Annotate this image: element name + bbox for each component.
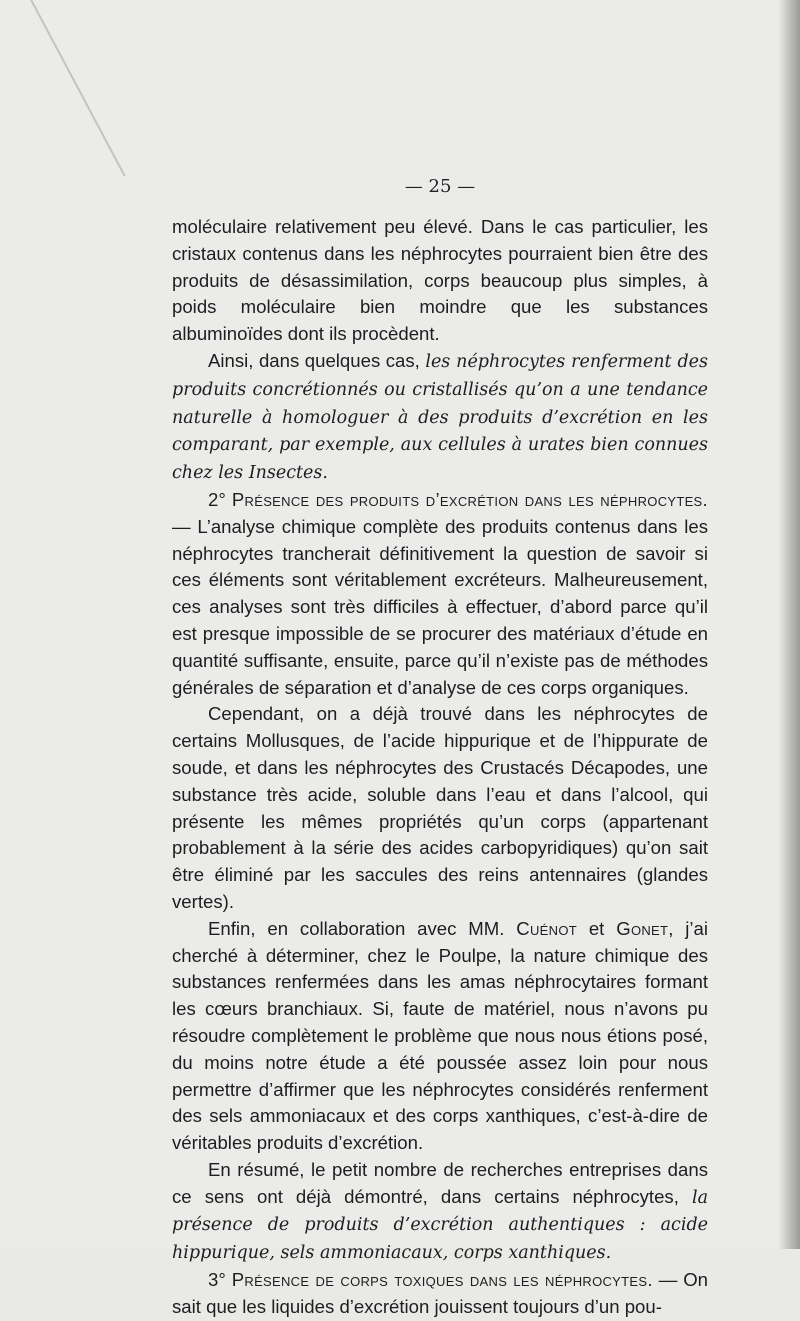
author-name-cuenot: Cuénot (516, 917, 577, 939)
paragraph-ainsi: Ainsi, dans quelques cas, les néphrocytes renferment des produits concrétionnés ou cristallisés qu’on a une tendance naturelle à homologuer à des produits d’excrétion en les comparant, par exemple, aux cellules à urates bien connues chez les Insectes. (172, 349, 708, 484)
section-3-heading: Présence de corps toxiques dans les néphrocytes. (231, 1269, 653, 1291)
paragraph-resume: En résumé, le petit nombre de recherches entreprises dans ce sens ont déjà démontré, dans certains néphrocytes, la présence de produits d’excrétion authentiques : acide hippurique, sels ammoniacaux, corps xanthiques. (172, 1158, 708, 1264)
paragraph-enfin: Enfin, en collaboration avec MM. Cuénot et Gonet, j’ai cherché à déterminer, chez le Poulpe, la nature chimique des substances renfermées dans les amas néphrocytaires formant les cœurs branchiaux. Si, faute de matériel, nous n’avons pu résoudre complètement le problème que nous nous étions posé, du moins notre étude a été poussée assez loin pour nous permettre d’affirmer que les néphrocytes considérés renferment des sels ammoniacaux et des corps xanthiques, c’est-à-dire de véritables produits d’excrétion. (172, 917, 708, 1154)
italic-summary: la présence de produits d’excrétion authentiques : acide hippurique, sels ammoniacaux, corps xanthiques. (172, 1187, 708, 1264)
paragraph-continuation: moléculaire relativement peu élevé. Dans le cas particulier, les cristaux contenus dans les néphrocytes pourraient bien être des produits de désassimilation, corps beaucoup plus simples, à poids moléculaire bien moindre que les substances albuminoïdes dont ils procèdent. (172, 216, 708, 345)
section-3: 3° Présence de corps toxiques dans les néphrocytes. — On sait que les liquides d’excrétion jouissent toujours d’un pou- (172, 1269, 708, 1317)
section-2-heading: Présence des produits d’excrétion dans les néphrocytes. (231, 488, 708, 510)
page-fold-mark (30, 0, 126, 177)
page-number: — 25 — (404, 176, 476, 197)
body-text (172, 214, 708, 1321)
author-name-gonet: Gonet (616, 917, 669, 939)
section-2: 2° Présence des produits d’excrétion dans les néphrocytes. — L’analyse chimique complète des produits contenus dans les néphrocytes trancherait définitivement la question de savoir si ces éléments sont véritablement excréteurs. Malheureusement, ces analyses sont très difficiles à effectuer, d’abord parce qu’il est presque impossible de se procurer des matériaux d’étude en quantité suffisante, ensuite, parce qu’il n’existe pas de méthodes générales de séparation et d’analyse de ces corps organiques. (172, 488, 708, 698)
paragraph-cependant: Cependant, on a déjà trouvé dans les néphrocytes de certains Mollusques, de l’acide hippurique et de l’hippurate de soude, et dans les néphrocytes des Crustacés Décapodes, une substance très acide, soluble dans l’eau et dans l’alcool, qui présente les mêmes propriétés qu’un corps (appartenant probablement à la série des acides carbopyridiques) qu’on sait être éliminé par les saccules des reins antennaires (glandes vertes). (172, 703, 708, 912)
italic-conclusion: les néphrocytes renferment des produits concrétionnés ou cristallisés qu’on a une tendance naturelle à homologuer à des produits d’excrétion en les comparant, par exemple, aux cellules à urates bien connues chez les Insectes. (172, 351, 708, 484)
